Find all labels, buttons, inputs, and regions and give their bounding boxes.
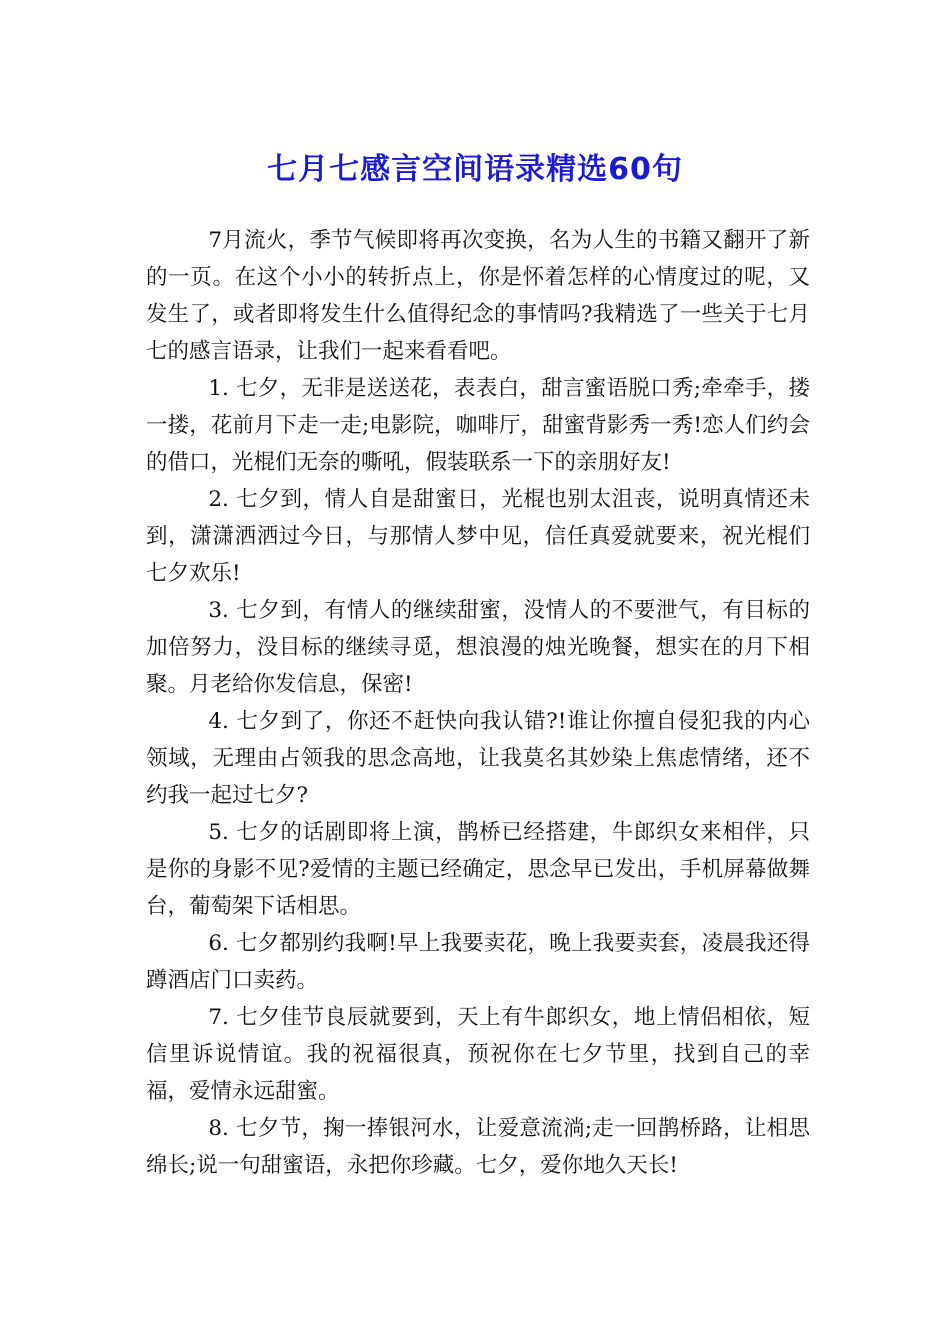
quote-item-6: 6. 七夕都别约我啊!早上我要卖花，晚上我要卖套，凌晨我还得蹲酒店门口卖药。 [146,931,810,993]
quote-item-8: 8. 七夕节，掬一捧银河水，让爱意流淌;走一回鹊桥路，让相思绵长;说一句甜蜜语，永把你珍藏。七夕，爱你地久天长! [146,1116,810,1178]
intro-paragraph: 7月流火，季节气候即将再次变换，名为人生的书籍又翻开了新的一页。在这个小小的转折点上，你是怀着怎样的心情度过的呢，又发生了，或者即将发生什么值得纪念的事情吗?我精选了一些关于七月七的感言语录，让我们一起来看看吧。 [146,228,810,364]
quote-item-5: 5. 七夕的话剧即将上演，鹊桥已经搭建，牛郎织女来相伴，只是你的身影不见?爱情的主题已经确定，思念早已发出，手机屏幕做舞台，葡萄架下话相思。 [146,820,810,919]
quote-item-7: 7. 七夕佳节良辰就要到，天上有牛郎织女，地上情侣相依，短信里诉说情谊。我的祝福很真，预祝你在七夕节里，找到自己的幸福，爱情永远甜蜜。 [146,1005,810,1104]
quote-item-2: 2. 七夕到，情人自是甜蜜日，光棍也别太沮丧，说明真情还未到，潇潇洒洒过今日，与那情人梦中见，信任真爱就要来，祝光棍们七夕欢乐! [146,487,810,586]
page-title: 七月七感言空间语录精选60句 [267,152,683,188]
quote-item-3: 3. 七夕到，有情人的继续甜蜜，没情人的不要泄气，有目标的加倍努力，没目标的继续寻觅，想浪漫的烛光晚餐，想实在的月下相聚。月老给你发信息，保密! [146,598,810,697]
quote-item-4: 4. 七夕到了，你还不赶快向我认错?!谁让你擅自侵犯我的内心领域，无理由占领我的思念高地，让我莫名其妙染上焦虑情绪，还不约我一起过七夕? [146,709,810,808]
document-body [146,222,810,1184]
quote-item-1: 1. 七夕，无非是送送花，表表白，甜言蜜语脱口秀;牵牵手，搂一搂，花前月下走一走;电影院，咖啡厅，甜蜜背影秀一秀!恋人们约会的借口，光棍们无奈的嘶吼，假装联系一下的亲朋好友! [146,376,810,475]
